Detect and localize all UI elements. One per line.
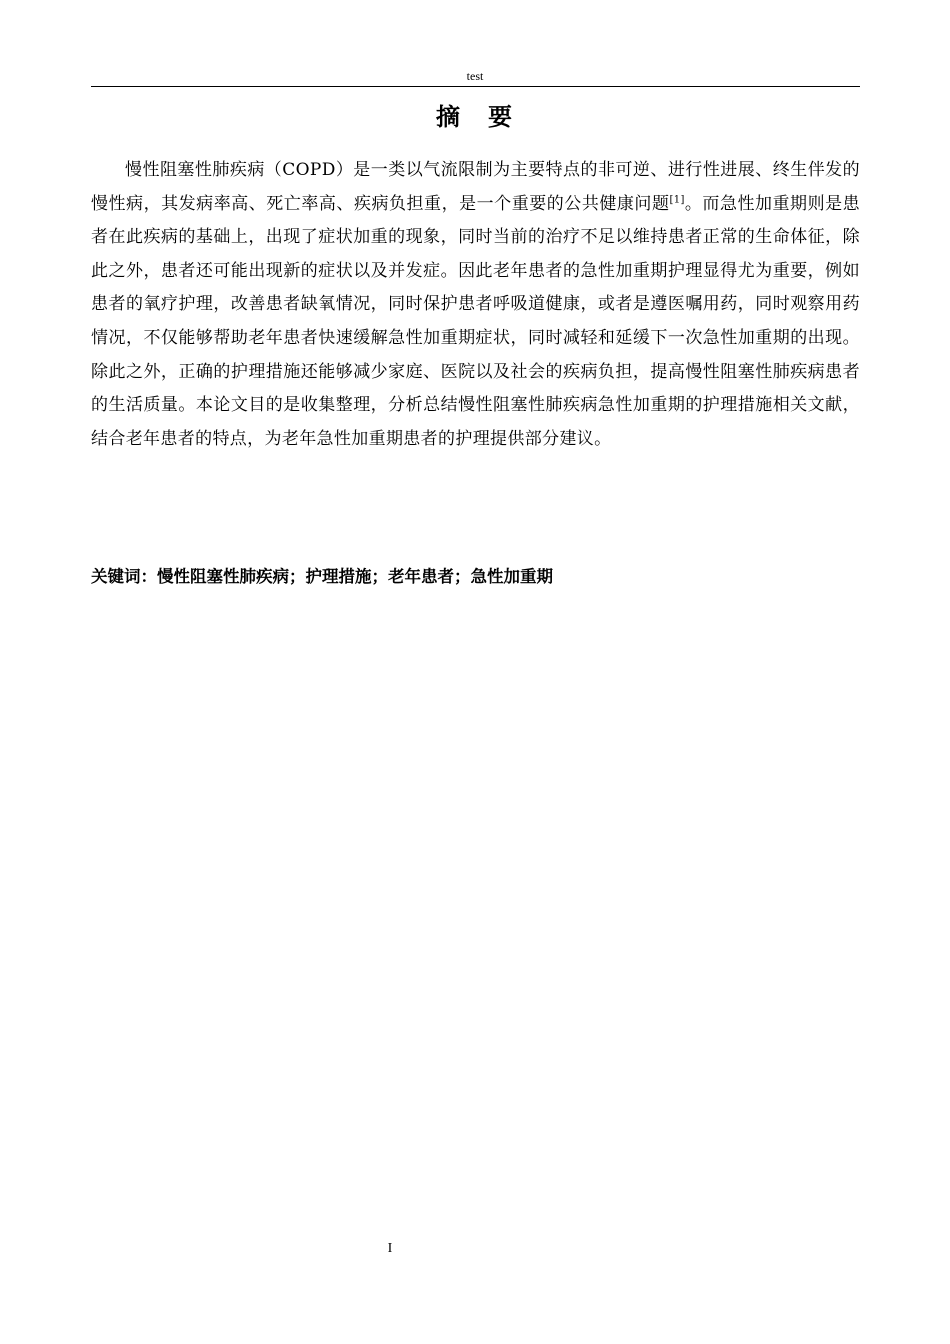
header-divider [91,86,860,87]
abstract-text-part-2: 。而急性加重期则是患者在此疾病的基础上，出现了症状加重的现象，同时当前的治疗不足以维持患者正常的生命体征，除此之外，患者还可能出现新的症状以及并发症。因此老年患者的急性加重期护理显得尤为重要，例如患者的氧疗护理，改善患者缺氧情况，同时保护患者呼吸道健康，或者是遵医嘱用药，同时观察用药情况，不仅能够帮助老年患者快速缓解急性加重期症状，同时减轻和延缓下一次急性加重期的出现。除此之外，正确的护理措施还能够减少家庭、医院以及社会的疾病负担，提高慢性阻塞性肺疾病患者的生活质量。本论文目的是收集整理，分析总结慢性阻塞性肺疾病急性加重期的护理措施相关文献，结合老年患者的特点，为老年急性加重期患者的护理提供部分建议。 [91,193,860,449]
page-header: test [466,69,484,83]
keywords-line: 关键词：慢性阻塞性肺疾病；护理措施；老年患者；急性加重期 [91,567,553,586]
abstract-title: 摘 要 [436,103,514,131]
citation-reference: [1] [669,193,685,205]
page-number: I [387,1241,393,1256]
abstract-text-part-1: 慢性阻塞性肺疾病（COPD）是一类以气流限制为主要特点的非可逆、进行性进展、终生伴发的慢性病，其发病率高、死亡率高、疾病负担重，是一个重要的公共健康问题 [91,160,860,214]
abstract-paragraph [91,154,860,456]
